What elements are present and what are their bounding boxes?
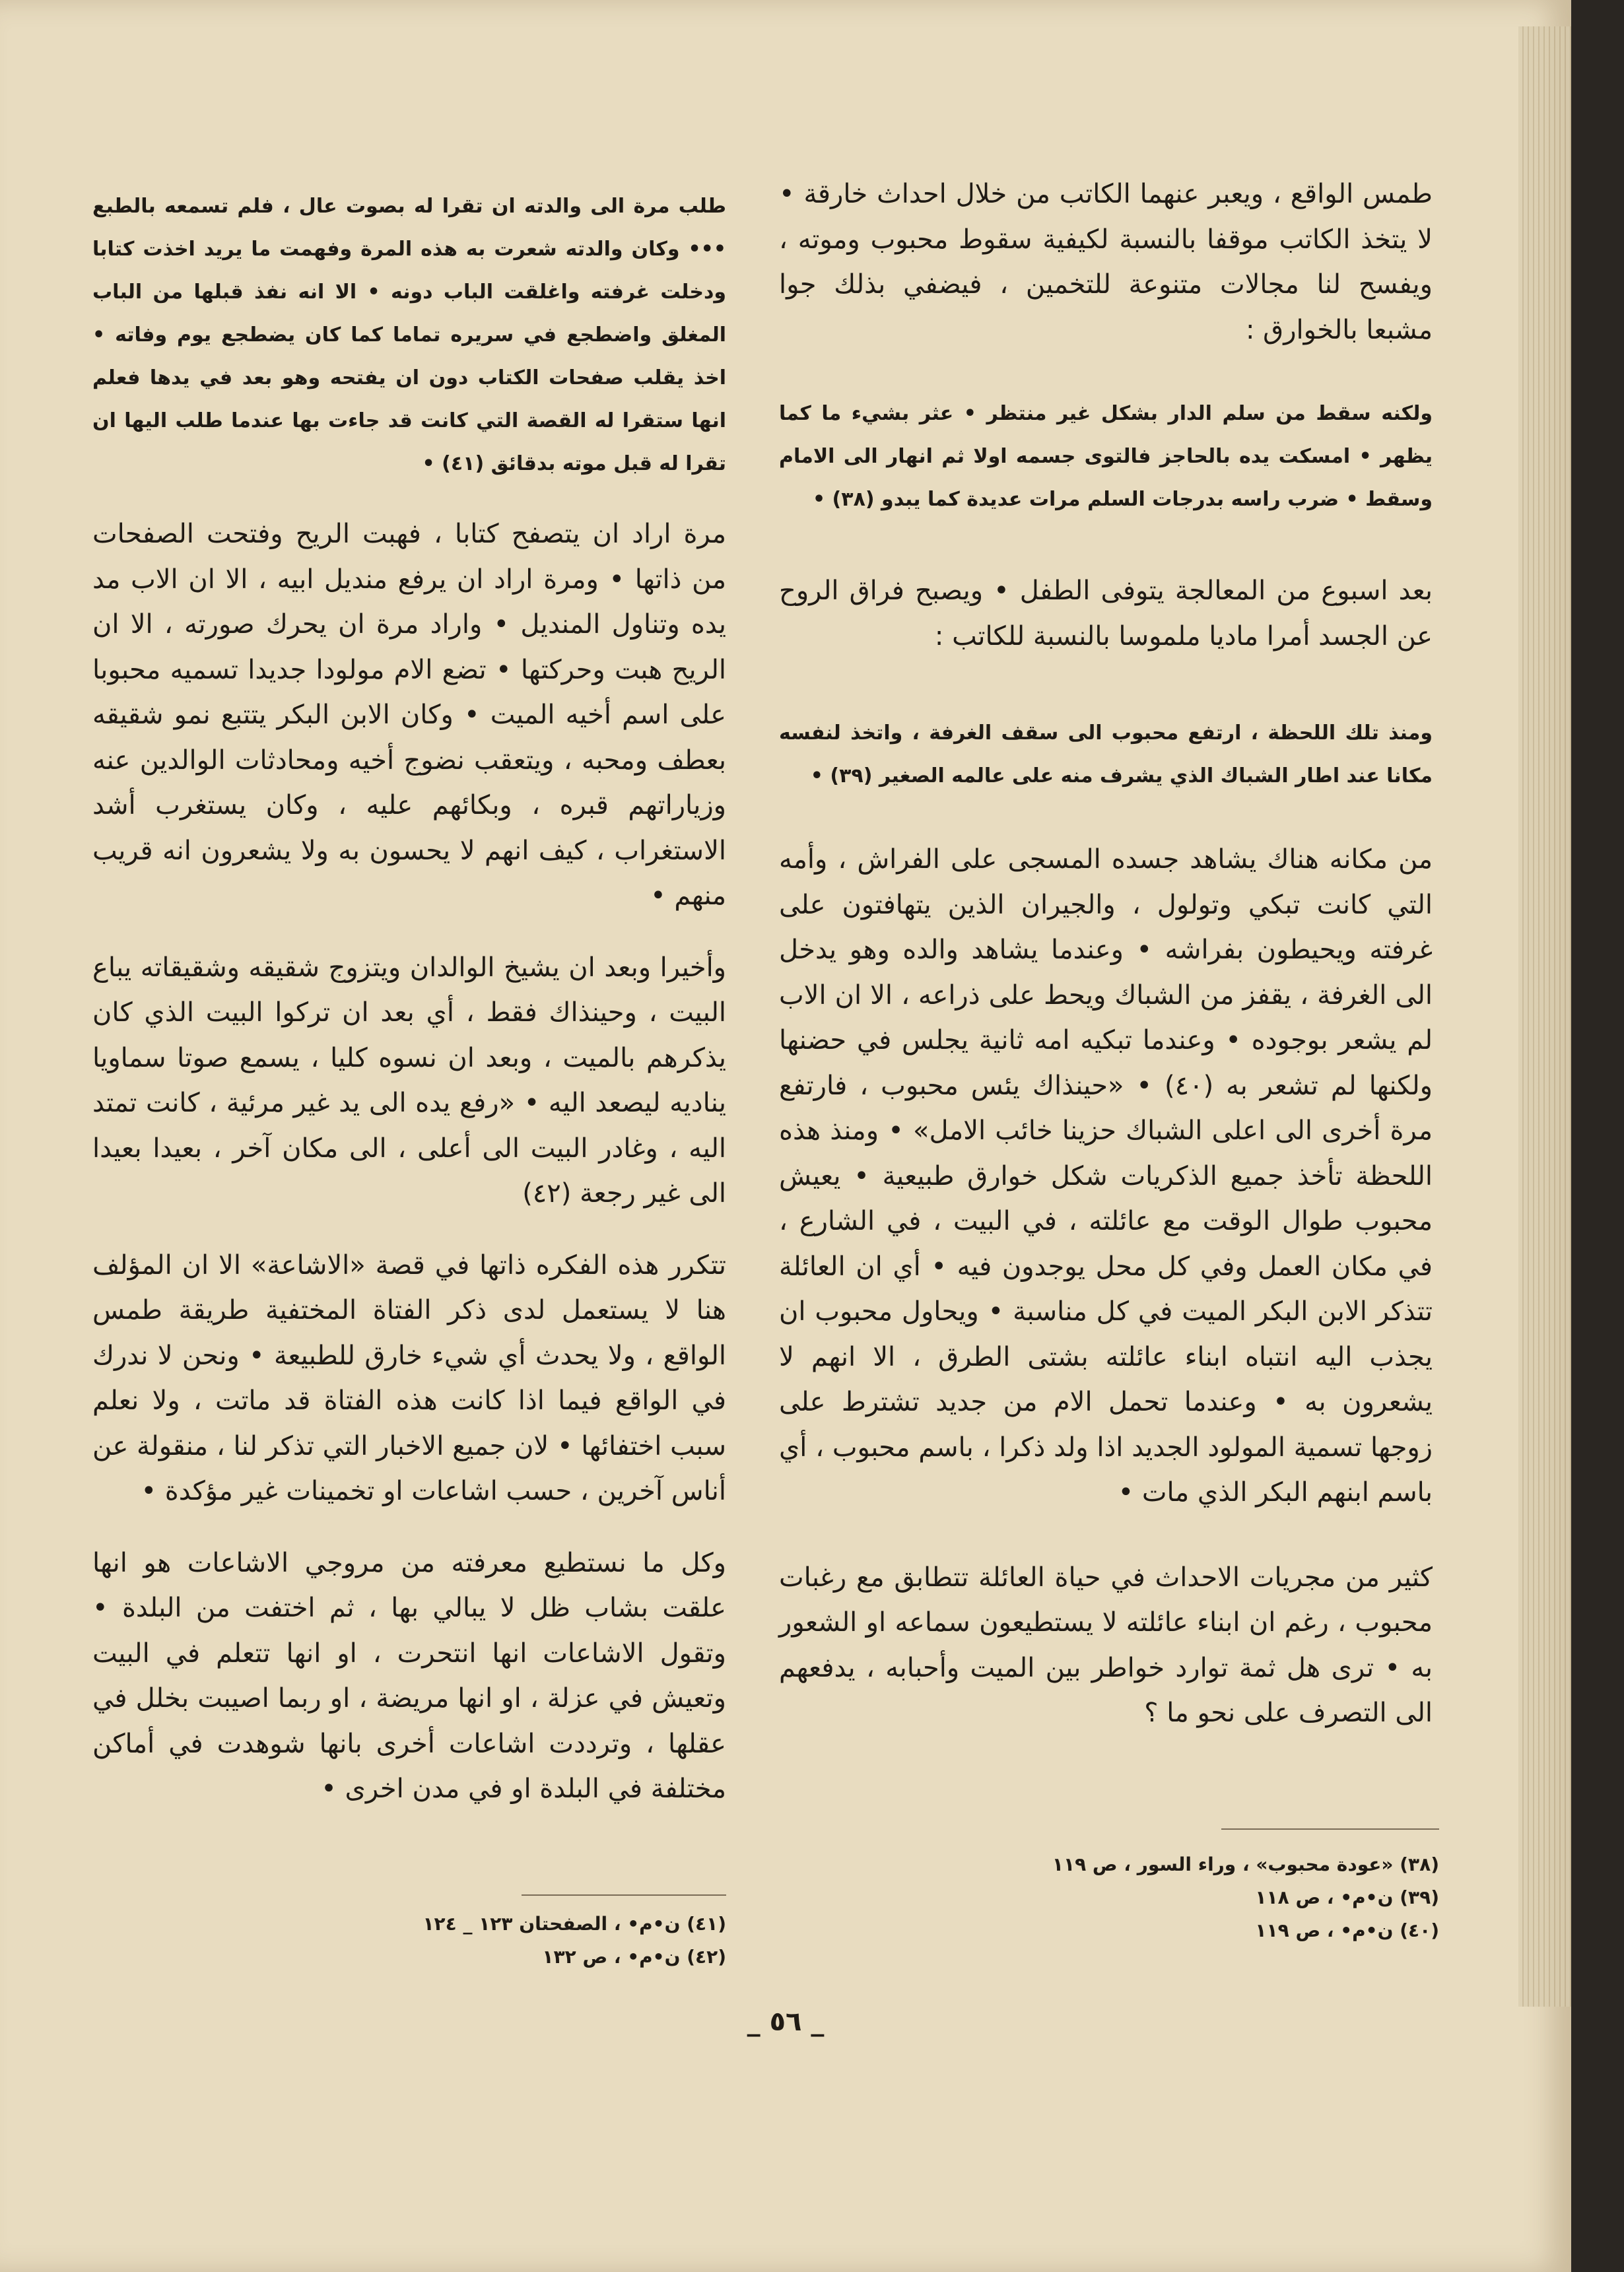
left-footnotes bbox=[92, 1908, 726, 1974]
right-footnotes bbox=[779, 1848, 1439, 1947]
footnote: (٣٩) ن•م• ، ص ١١٨ bbox=[1255, 1887, 1439, 1908]
paragraph: من مكانه هناك يشاهد جسده المسجى على الفراش ، وأمه التي كانت تبكي وتولول ، والجيران الذين يتهافتون على غرفته ويحيطون بفراشه • وعندما يشاهد والده وهو يدخل الى الغرفة ، يقفز من الشباك ويحط على ذراعه ، الا ان الاب لم يشعر بوجوده • وعندما تبكيه امه ثانية يجلس في حضنها ولكنها لم تشعر به (٤٠) • «حينذاك يئس محبوب ، فارتفع مرة أخرى الى اعلى الشباك حزينا خائب الامل» • ومنذ هذه اللحظة تأخذ جميع الذكريات شكل خوارق طبيعية • يعيش محبوب طوال الوقت مع عائلته ، في البيت ، في الشارع ، في مكان العمل وفي كل محل يوجدون فيه • أي ان العائلة تتذكر الابن البكر الميت في كل مناسبة • ويحاول محبوب ان يجذب اليه انتباه ابناء عائلته بشتى الطرق ، الا انهم لا يشعرون به • وعندما تحمل الام من جديد تشترط على زوجها تسمية المولود الجديد اذا ولد ذكرا ، باسم محبوب ، أي باسم ابنهم البكر الذي مات • bbox=[779, 844, 1433, 1508]
footnote-separator bbox=[1221, 1828, 1439, 1830]
footnote: (٤٠) ن•م• ، ص ١١٩ bbox=[1255, 1920, 1439, 1941]
block-quote: ولكنه سقط من سلم الدار بشكل غير منتظر • عثر بشيء ما كما يظهر • امسكت يده بالحاجز فالتوى جسمه اولا ثم انهار الى الامام وسقط • ضرب راسه بدرجات السلم مرات عديدة كما يبدو (٣٨) • bbox=[779, 402, 1433, 511]
footnote: (٤٢) ن•م• ، ص ١٣٢ bbox=[542, 1946, 726, 1968]
page-number: _ ٥٦ _ bbox=[747, 2007, 825, 2037]
footnote-separator bbox=[522, 1894, 726, 1896]
paragraph: وأخيرا وبعد ان يشيخ الوالدان ويتزوج شقيقه وشقيقاته يباع البيت ، وحينذاك فقط ، أي بعد ان تركوا البيت الذي كان يذكرهم بالميت ، وبعد ان نسوه كليا ، يسمع صوتا سماويا يناديه ليصعد اليه • «رفع يده الى يد غير مرئية ، كانت تمتد اليه ، وغادر البيت الى أعلى ، الى مكان آخر ، بعيدا بعيدا الى غير رجعة (٤٢) bbox=[92, 952, 726, 1209]
footnote: (٤١) ن•م• ، الصفحتان ١٢٣ _ ١٢٤ bbox=[423, 1913, 726, 1935]
page-edge bbox=[1518, 26, 1571, 2007]
paragraph: كثير من مجريات الاحداث في حياة العائلة تتطابق مع رغبات محبوب ، رغم ان ابناء عائلته لا يستطيعون سماعه او الشعور به • ترى هل ثمة توارد خواطر بين الميت وأحبابه ، يدفعهم الى التصرف على نحو ما ؟ bbox=[779, 1562, 1433, 1728]
paragraph: طمس الواقع ، ويعبر عنهما الكاتب من خلال احداث خارقة • لا يتخذ الكاتب موقفا بالنسبة لكيفية سقوط محبوب وموته ، ويفسح لنا مجالات متنوعة للتخمين ، فيضفي بذلك جوا مشبعا بالخوارق : bbox=[779, 179, 1433, 345]
block-quote: طلب مرة الى والدته ان تقرا له بصوت عال ، فلم تسمعه بالطبع ••• وكان والدته شعرت به هذه المرة وفهمت ما يريد اخذت كتابا ودخلت غرفته واغلقت الباب دونه • الا انه نفذ قبلها من الباب المغلق واضطجع في سريره تماما كما كان يضطجع يوم وفاته • اخذ يقلب صفحات الكتاب دون ان يفتحه وهو بعد في يدها فعلم انها ستقرا له القصة التي كانت قد جاءت بها عندما طلب اليها ان تقرا له قبل موته بدقائق (٤١) • bbox=[92, 195, 726, 475]
footnote: (٣٨) «عودة محبوب» ، وراء السور ، ص ١١٩ bbox=[1052, 1854, 1439, 1875]
paragraph: بعد اسبوع من المعالجة يتوفى الطفل • ويصبح فراق الروح عن الجسد أمرا ماديا ملموسا بالنسبة للكاتب : bbox=[779, 576, 1433, 652]
left-column bbox=[92, 185, 726, 1812]
paragraph: وكل ما نستطيع معرفته من مروجي الاشاعات هو انها علقت بشاب ظل لا يبالي بها ، ثم اختفت من البلدة • وتقول الاشاعات انها انتحرت ، او انها تتعلم في البيت وتعيش في عزلة ، او انها مريضة ، او ربما اصيبت بخلل في عقلها ، وترددت اشاعات أخرى بانها شوهدت في أماكن مختلفة في البلدة او في مدن اخرى • bbox=[92, 1547, 726, 1804]
paragraph: مرة اراد ان يتصفح كتابا ، فهبت الريح وفتحت الصفحات من ذاتها • ومرة اراد ان يرفع منديل ابيه ، الا ان الاب مد يده وتناول المنديل • واراد مرة ان يحرك صورته ، الا ان الريح هبت وحركتها • تضع الام مولودا جديدا تسميه محبوبا على اسم أخيه الميت • وكان الابن البكر يتتبع نمو شقيقه بعطف ومحبه ، ويتعقب نضوج أخيه ومحادثات الوالدين عنه وزياراتهم قبره ، وبكائهم عليه ، وكان يستغرب أشد الاستغراب ، كيف انهم لا يحسون به ولا يشعرون انه قريب منهم • bbox=[92, 519, 726, 911]
right-column bbox=[779, 172, 1433, 1736]
block-quote: ومنذ تلك اللحظة ، ارتفع محبوب الى سقف الغرفة ، واتخذ لنفسه مكانا عند اطار الشباك الذي يشرف منه على عالمه الصغير (٣٩) • bbox=[779, 721, 1433, 787]
paragraph: تتكرر هذه الفكره ذاتها في قصة «الاشاعة» الا ان المؤلف هنا لا يستعمل لدى ذكر الفتاة المختفية طريقة طمس الواقع ، ولا يحدث أي شيء خارق للطبيعة • ونحن لا ندرك في الواقع فيما اذا كانت هذه الفتاة قد ماتت ، ولا نعلم سبب اختفائها • لان جميع الاخبار التي تذكر لنا ، منقولة عن أناس آخرين ، حسب اشاعات او تخمينات غير مؤكدة • bbox=[92, 1250, 726, 1506]
